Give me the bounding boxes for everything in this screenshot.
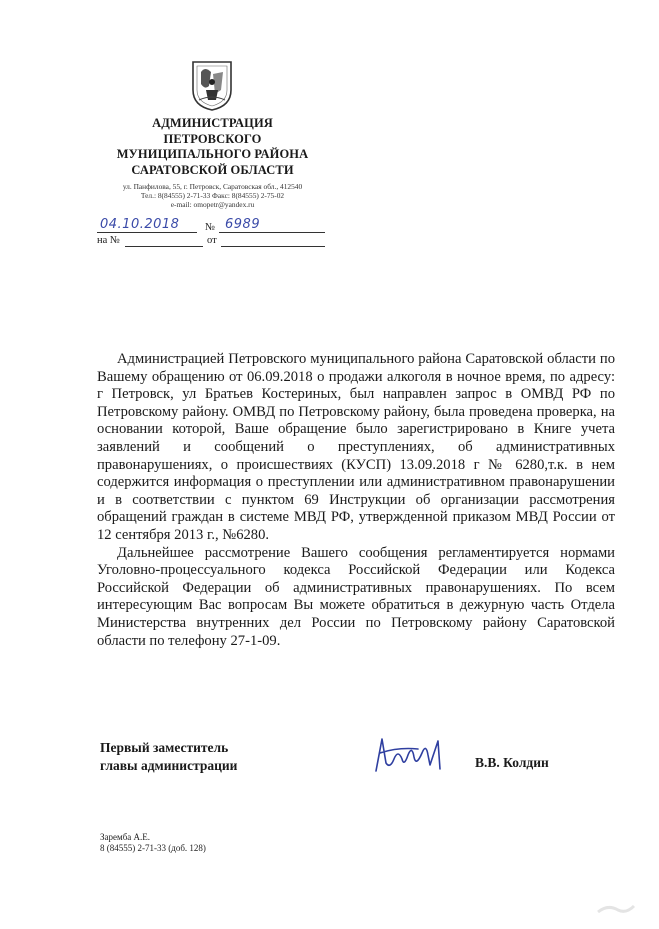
organization-name [100,116,325,178]
letter-body [97,351,615,650]
org-contacts [100,182,325,209]
org-email: e-mail: omopetr@yandex.ru [170,200,255,209]
coat-of-arms-icon [191,60,233,112]
from-underline [221,234,325,247]
executor-name: Заремба А.Е. [100,832,151,842]
org-line: ПЕТРОВСКОГО [163,131,262,146]
registration-date: 04.10.2018 [100,217,180,232]
number-label: № [205,222,216,233]
signatory-title-line: главы администрации [100,758,238,773]
scan-artifact [596,900,636,916]
signatory-title [100,739,237,775]
executor-info [100,832,206,854]
org-line: АДМИНИСТРАЦИЯ [152,116,273,130]
handwritten-signature [368,733,458,778]
from-label: от [207,235,217,246]
org-line: САРАТОВСКОЙ ОБЛАСТИ [131,162,294,177]
org-phones: Тел.: 8(84555) 2-71-33 Факс: 8(84555) 2-75-02 [140,191,285,200]
paragraph: Администрацией Петровского муниципального района Саратовской области по Вашему обращению от 06.09.2018 о продажи алкоголя в ночное время, по адресу: г Петровск, ул Братьев Костериных, был направлен запрос в ОМВД РФ по Петровскому району. ОМВД по Петровскому району, была проведена проверка, на основании которой, Ваше обращение было зарегистрировано в Книге учета заявлений и сообщений о преступлениях, об административных правонарушениях, о происшествиях (КУСП) 13.09.2018 г № 6280,т.к. в нем содержится информация о преступлении или административном правонарушении и в соответствии с пунктом 69 Инструкции об организации рассмотрения обращений граждан в системе МВД РФ, утвержденной приказом МВД России от 12 сентября 2013 г., №6280. [97,351,615,543]
paragraph: Дальнейшее рассмотрение Вашего сообщения регламентируется нормами Уголовно-процессуального кодекса Российской Федерации или Кодекса Российской Федерации об административных правонарушениях. По всем интересующим Вас вопросам Вы можете обратиться в дежурную часть Отдела Министерства внутренних дел России по Петровскому району Саратовской области по телефону 27-1-09. [97,544,615,649]
signatory-name: В.В. Колдин [475,755,549,770]
org-line: МУНИЦИПАЛЬНОГО РАЙОНА [116,147,309,161]
registration-number: 6989 [225,217,261,232]
reference-line [97,234,337,250]
ref-number-underline [125,234,203,247]
executor-phone: 8 (84555) 2-71-33 (доб. 128) [100,843,206,853]
signatory-title-line: Первый заместитель [100,740,229,755]
org-address: ул. Панфилова, 55, г. Петровск, Саратовская обл., 412540 [122,182,303,191]
ref-number-label: на № [97,235,120,246]
